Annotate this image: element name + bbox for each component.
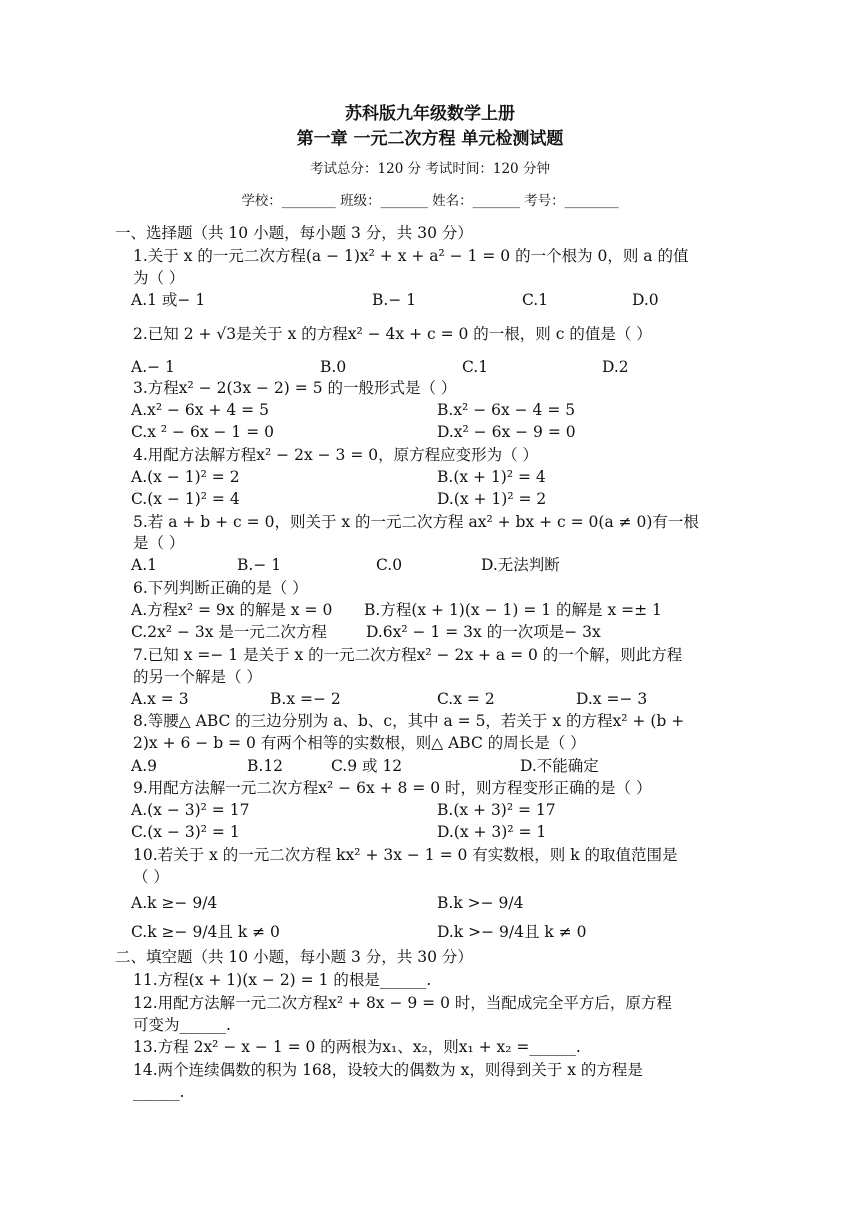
option-d: D.无法判断 bbox=[481, 556, 560, 574]
title-line-2: 第一章 一元二次方程 单元检测试题 bbox=[296, 129, 564, 149]
title-line-1: 苏科版九年级数学上册 bbox=[345, 104, 515, 124]
option-b: B.k >− 9/4 bbox=[437, 894, 524, 912]
option-c: C.k ≥− 9/4且 k ≠ 0 bbox=[131, 923, 280, 941]
question-stem: 1.关于 x 的一元二次方程(a − 1)x² + x + a² − 1 = 0 的一个根为 0，则 a 的值 bbox=[133, 247, 689, 265]
option-d: D.不能确定 bbox=[520, 757, 599, 775]
option-d: D.0 bbox=[632, 291, 659, 309]
option-b: B.x =− 2 bbox=[270, 690, 341, 708]
option-d: D.x =− 3 bbox=[576, 690, 648, 708]
fill-question: 13.方程 2x² − x − 1 = 0 的两根为x₁、x₂，则x₁ + x₂ =______. bbox=[133, 1038, 581, 1056]
option-a: A.(x − 1)² = 2 bbox=[131, 468, 240, 486]
option-b: B.12 bbox=[247, 757, 284, 775]
section-heading-choice: 一、选择题（共 10 小题，每小题 3 分，共 30 分） bbox=[115, 224, 473, 242]
question-stem: （ ） bbox=[133, 868, 169, 886]
option-b: B.(x + 1)² = 4 bbox=[437, 468, 546, 486]
option-c: C.(x − 3)² = 1 bbox=[131, 823, 240, 841]
question-stem: 2.已知 2 + √3是关于 x 的方程x² − 4x + c = 0 的一根，则 c 的值是（ ） bbox=[133, 325, 652, 343]
option-a: A.k ≥− 9/4 bbox=[131, 894, 218, 912]
option-c: C.2x² − 3x 是一元二次方程 bbox=[131, 623, 327, 641]
fill-question: 14.两个连续偶数的积为 168，设较大的偶数为 x，则得到关于 x 的方程是 bbox=[133, 1061, 643, 1079]
option-d: D.6x² − 1 = 3x 的一次项是− 3x bbox=[366, 623, 601, 641]
section-heading-fill: 二、填空题（共 10 小题，每小题 3 分，共 30 分） bbox=[115, 948, 473, 966]
option-b: B.x² − 6x − 4 = 5 bbox=[437, 401, 576, 419]
option-c: C.0 bbox=[376, 556, 403, 574]
option-c: C.(x − 1)² = 4 bbox=[131, 490, 240, 508]
option-a: A.方程x² = 9x 的解是 x = 0 bbox=[131, 601, 333, 619]
question-stem: 4.用配方法解方程x² − 2x − 3 = 0，原方程应变形为（ ） bbox=[133, 446, 539, 464]
option-d: D.2 bbox=[602, 358, 629, 376]
option-c: C.9 或 12 bbox=[331, 757, 403, 775]
fill-question: 11.方程(x + 1)(x − 2) = 1 的根是______. bbox=[133, 971, 432, 989]
option-d: D.(x + 1)² = 2 bbox=[437, 490, 547, 508]
student-fields: 学校：________ 班级：_______ 姓名：_______ 考号：________ bbox=[241, 193, 619, 209]
option-a: A.x² − 6x + 4 = 5 bbox=[131, 401, 269, 419]
question-stem: 5.若 a + b + c = 0，则关于 x 的一元二次方程 ax² + bx + c = 0(a ≠ 0)有一根 bbox=[133, 513, 699, 531]
question-stem: 7.已知 x =− 1 是关于 x 的一元二次方程x² − 2x + a = 0 的一个解，则此方程 bbox=[133, 646, 683, 664]
fill-question: 可变为______. bbox=[133, 1016, 231, 1034]
exam-info: 考试总分：120 分 考试时间：120 分钟 bbox=[310, 161, 550, 177]
option-b: B.− 1 bbox=[237, 556, 282, 574]
question-stem: 为（ ） bbox=[133, 269, 185, 287]
option-d: D.k >− 9/4且 k ≠ 0 bbox=[437, 923, 587, 941]
question-stem: 9.用配方法解一元二次方程x² − 6x + 8 = 0 时，则方程变形正确的是（ ） bbox=[133, 779, 652, 797]
option-c: C.x = 2 bbox=[437, 690, 495, 708]
option-b: B.− 1 bbox=[372, 291, 417, 309]
option-c: C.x ² − 6x − 1 = 0 bbox=[131, 423, 274, 441]
question-stem: 6.下列判断正确的是（ ） bbox=[133, 579, 308, 597]
option-d: D.x² − 6x − 9 = 0 bbox=[437, 423, 576, 441]
question-stem: 是（ ） bbox=[133, 534, 185, 552]
option-a: A.9 bbox=[131, 757, 157, 775]
fill-question: ______. bbox=[133, 1083, 185, 1101]
option-a: A.x = 3 bbox=[131, 690, 189, 708]
fill-question: 12.用配方法解一元二次方程x² + 8x − 9 = 0 时，当配成完全平方后，原方程 bbox=[133, 994, 672, 1012]
option-a: A.1 或− 1 bbox=[131, 291, 206, 309]
option-c: C.1 bbox=[522, 291, 549, 309]
option-b: B.(x + 3)² = 17 bbox=[437, 801, 556, 819]
question-stem: 8.等腰△ ABC 的三边分别为 a、b、c，其中 a = 5，若关于 x 的方程x² + (b + bbox=[133, 712, 685, 730]
option-c: C.1 bbox=[462, 358, 489, 376]
question-stem: 10.若关于 x 的一元二次方程 kx² + 3x − 1 = 0 有实数根，则 k 的取值范围是 bbox=[133, 846, 678, 864]
option-a: A.− 1 bbox=[131, 358, 175, 376]
option-b: B.方程(x + 1)(x − 1) = 1 的解是 x =± 1 bbox=[364, 601, 662, 619]
question-stem: 的另一个解是（ ） bbox=[133, 668, 262, 686]
option-b: B.0 bbox=[320, 358, 347, 376]
option-d: D.(x + 3)² = 1 bbox=[437, 823, 547, 841]
option-a: A.(x − 3)² = 17 bbox=[131, 801, 250, 819]
question-stem: 2)x + 6 − b = 0 有两个相等的实数根，则△ ABC 的周长是（ ） bbox=[133, 734, 586, 752]
option-a: A.1 bbox=[131, 556, 157, 574]
question-stem: 3.方程x² − 2(3x − 2) = 5 的一般形式是（ ） bbox=[133, 379, 457, 397]
